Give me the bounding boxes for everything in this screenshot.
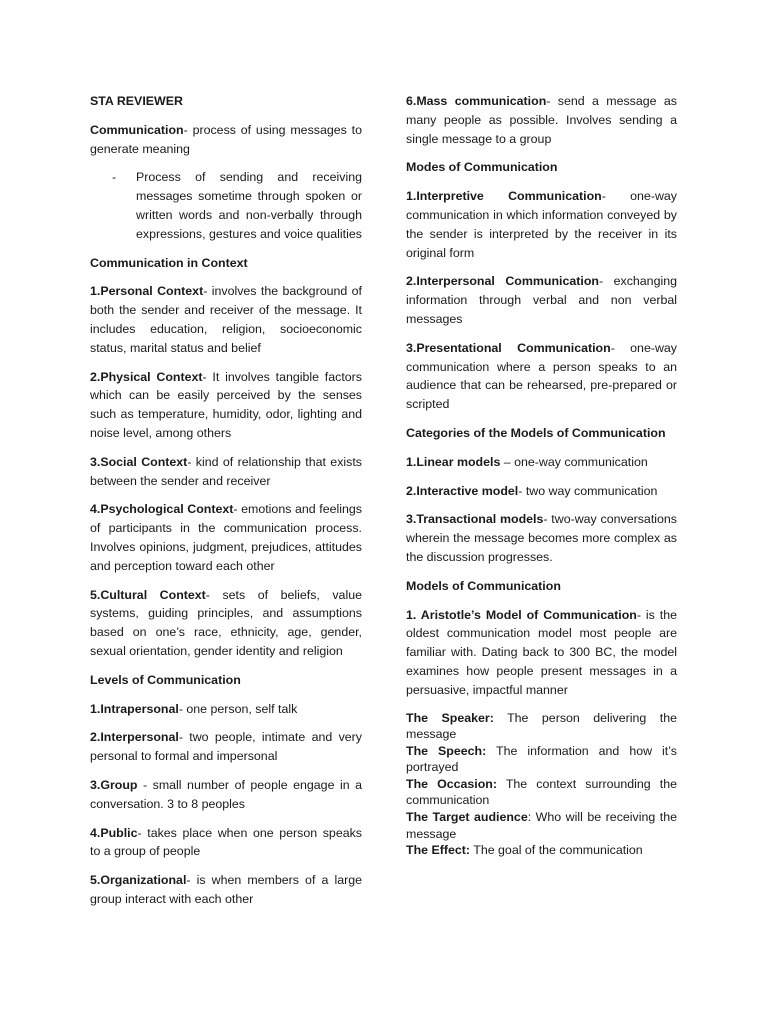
term: The Target audience xyxy=(406,810,528,825)
mode-item-interpretive xyxy=(406,187,677,262)
term: 3.Presentational Communication xyxy=(406,340,611,355)
element-item-effect xyxy=(406,842,677,859)
term: 1.Interpretive Communication xyxy=(406,189,602,204)
term: 2.Interactive model xyxy=(406,483,519,498)
definition: - is when members of a large group interact with each other xyxy=(90,873,362,906)
term: The Occasion: xyxy=(406,776,497,791)
element-item-speaker xyxy=(406,710,677,743)
context-item-personal xyxy=(90,282,362,357)
definition: - one person, self talk xyxy=(178,701,298,716)
context-item-cultural xyxy=(90,586,362,661)
communication-definition xyxy=(90,121,362,159)
definition: - It involves tangible factors which can be easily perceived by the senses such as temperature, humidity, odor, lighting and noise level, among others xyxy=(90,369,362,440)
category-item-linear xyxy=(406,453,677,472)
term: 1.Personal Context xyxy=(90,284,204,299)
definition: - two-way conversations wherein the message becomes more complex as the discussion progresses. xyxy=(406,512,677,564)
element-item-occasion xyxy=(406,776,677,809)
definition: - is the oldest communication model most people are familiar with. Dating back to 300 BC, the model examines how people present messages in a persuasive, impactful manner xyxy=(406,607,678,697)
definition: - two people, intimate and very personal to formal and impersonal xyxy=(90,730,362,764)
category-item-interactive xyxy=(406,482,677,501)
term: 6.Mass communication xyxy=(406,94,547,108)
definition: The person delivering the message xyxy=(406,710,677,742)
category-item-transactional xyxy=(406,510,677,566)
definition: - small number of people engage in a conversation. 3 to 8 peoples xyxy=(90,777,362,811)
term: 5.Cultural Context xyxy=(90,587,206,602)
right-column xyxy=(406,92,677,859)
mode-item-interpersonal xyxy=(406,272,677,328)
term: The Effect: xyxy=(406,843,471,858)
term: 2.Physical Context xyxy=(90,369,203,384)
definition: - emotions and feelings of participants in the communication process. Involves opinions, judgment, prejudices, attitudes and perception toward each other xyxy=(90,502,362,573)
communication-bullet-list xyxy=(90,168,362,243)
definition: – one-way communication xyxy=(500,454,648,469)
level-item-interpersonal xyxy=(90,728,362,766)
definition: - sets of beliefs, value systems, guiding principles, and assumptions based on one’s race, ethnicity, age, gender, sexual orientation, gender identity and religion xyxy=(90,587,362,658)
definition: - one-way communication where a person speaks to an audience that can be rehearsed, pre-prepared or scripted xyxy=(406,340,677,412)
level-item-organizational xyxy=(90,871,362,909)
term: Communication xyxy=(90,122,184,137)
definition: The information and how it’s portrayed xyxy=(406,743,677,775)
level-item-mass xyxy=(406,92,677,148)
list-item: - Process of sending and receiving messages sometime through spoken or written words and non-verbally through expressions, gestures and voice qualities xyxy=(136,168,362,243)
definition: - one-way communication in which information conveyed by the sender is interpreted by the receiver in its original form xyxy=(406,189,677,260)
term: 1.Intrapersonal xyxy=(90,701,179,716)
context-item-social xyxy=(90,453,362,491)
term: 3.Transactional models xyxy=(406,512,544,527)
section-heading-levels: Levels of Communication xyxy=(90,672,241,687)
term: 4.Psychological Context xyxy=(90,502,234,517)
context-item-psychological xyxy=(90,500,362,575)
definition: : Who will be receiving the message xyxy=(406,810,677,841)
definition: - process of using messages to generate meaning xyxy=(90,122,362,156)
term: 1.Linear models xyxy=(406,454,501,469)
definition: - involves the background of both the sender and receiver of the message. It includes education, religion, socioeconomic status, marital status and belief xyxy=(90,284,362,355)
term: 2.Interpersonal xyxy=(90,730,179,745)
aristotle-elements-list xyxy=(406,710,677,859)
context-item-physical xyxy=(90,368,362,443)
definition: - send a message as many people as possible. Involves sending a single message to a group xyxy=(406,94,677,146)
section-heading-context: Communication in Context xyxy=(90,255,248,270)
term: 3.Social Context xyxy=(90,454,188,469)
section-heading-modes: Modes of Communication xyxy=(406,160,558,175)
term: 4.Public xyxy=(90,825,138,840)
term: 2.Interpersonal Communication xyxy=(406,274,599,289)
level-item-intrapersonal xyxy=(90,700,362,719)
definition: - kind of relationship that exists between the sender and receiver xyxy=(90,454,362,488)
level-item-public xyxy=(90,824,362,862)
element-item-target-audience xyxy=(406,809,677,842)
element-item-speech xyxy=(406,743,677,776)
model-item-aristotle xyxy=(406,606,677,700)
section-heading-models: Models of Communication xyxy=(406,578,561,593)
definition: The goal of the communication xyxy=(470,843,643,858)
left-column xyxy=(90,92,362,919)
term: 3.Group xyxy=(90,777,138,792)
definition: - exchanging information through verbal and non verbal messages xyxy=(406,274,677,326)
section-heading-categories: Categories of the Models of Communication xyxy=(406,425,666,440)
term: The Speech: xyxy=(406,743,487,758)
definition: The context surrounding the communication xyxy=(406,776,677,808)
definition: - two way communication xyxy=(518,483,658,498)
definition: - takes place when one person speaks to a group of people xyxy=(90,825,362,859)
level-item-group xyxy=(90,776,362,814)
mode-item-presentational xyxy=(406,339,677,414)
document-title: STA REVIEWER xyxy=(90,94,183,108)
term: The Speaker: xyxy=(406,710,494,725)
term: 1. Aristotle’s Model of Communication xyxy=(406,607,637,622)
term: 5.Organizational xyxy=(90,873,187,888)
